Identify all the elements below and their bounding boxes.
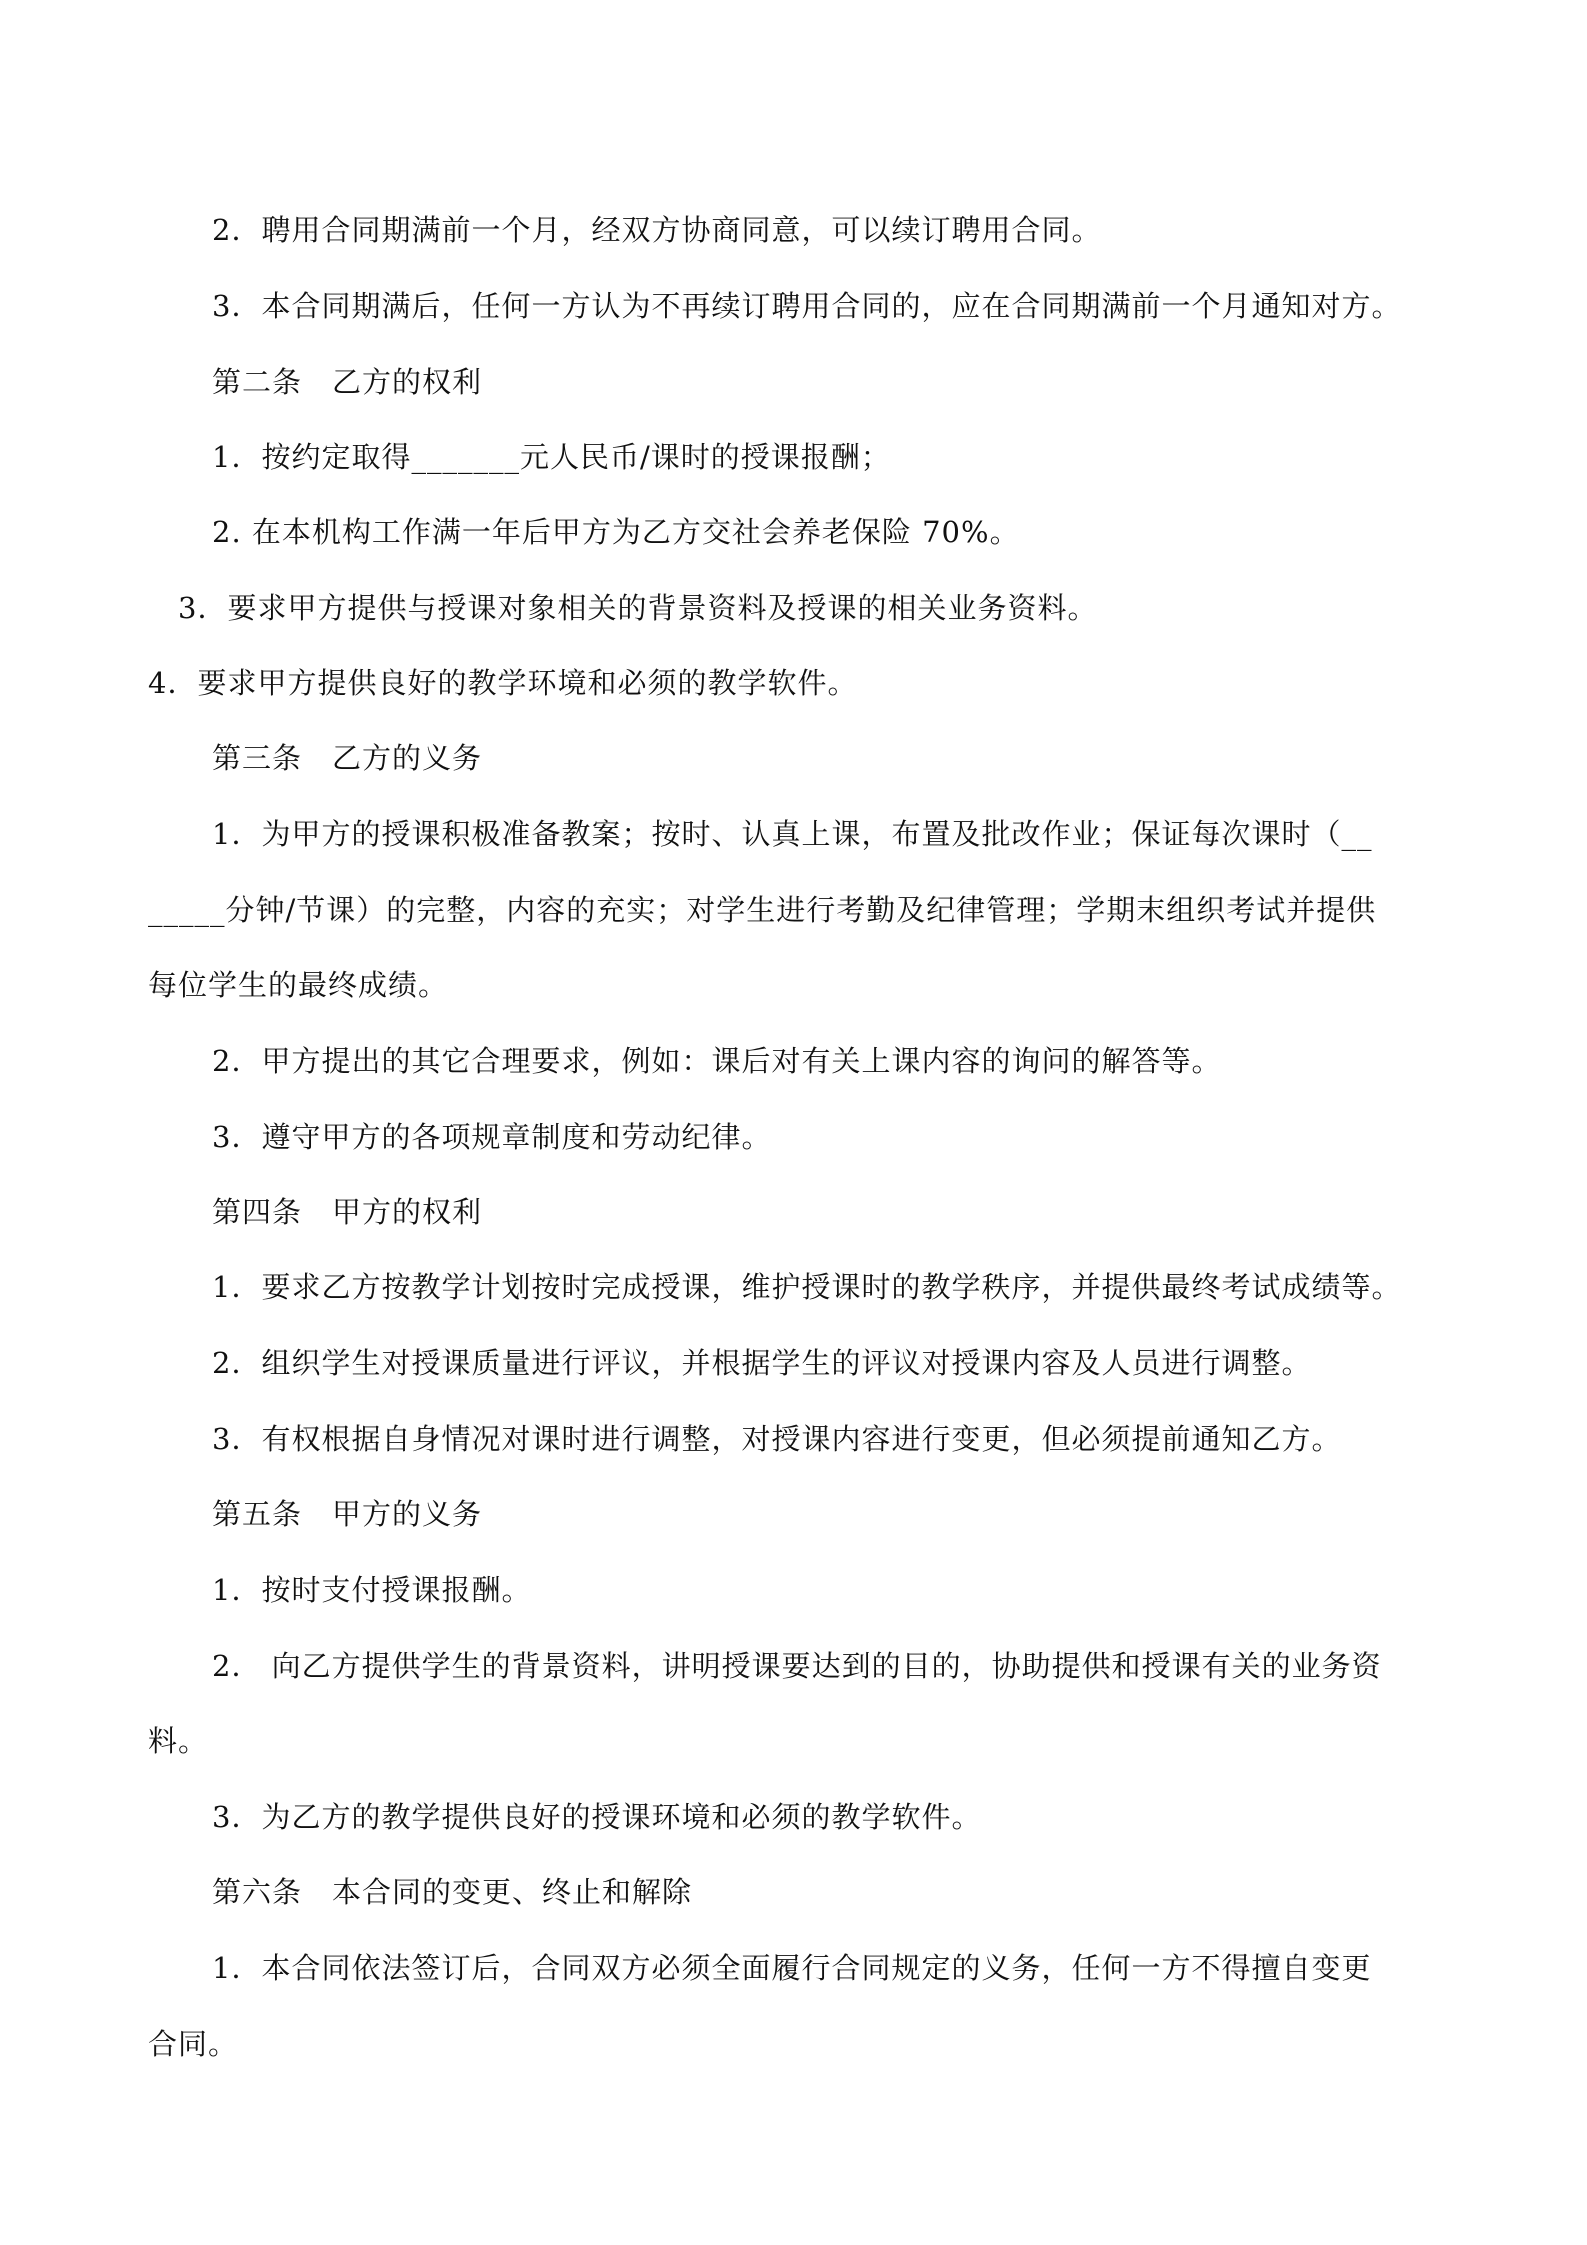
paragraph-provide-materials-line2: 料。 [148,1724,209,1758]
remuneration-suffix: 元人民币/课时的授课报酬； [519,440,891,474]
paragraph-teaching-environment: 4．要求甲方提供良好的教学环境和必须的教学软件。 [148,666,858,700]
section-heading-article-6: 第六条 本合同的变更、终止和解除 [212,1875,693,1909]
paragraph-pay-on-time: 1．按时支付授课报酬。 [212,1573,532,1607]
paragraph-quality-evaluation: 2．组织学生对授课质量进行评议，并根据学生的评议对授课内容及人员进行调整。 [212,1346,1312,1380]
remuneration-prefix: 1．按约定取得 [212,440,412,474]
section-heading-article-4: 第四条 甲方的权利 [212,1195,483,1229]
paragraph-lesson-preparation-line3: 每位学生的最终成绩。 [148,968,449,1002]
paragraph-pension-insurance: 2. 在本机构工作满一年后甲方为乙方交社会养老保险 70%。 [212,515,1020,549]
paragraph-reasonable-requests: 2．甲方提出的其它合理要求，例如：课后对有关上课内容的询问的解答等。 [212,1044,1222,1078]
paragraph-lesson-preparation-line2: _____分钟/节课）的完整，内容的充实；对学生进行考勤及纪律管理；学期末组织考试并提供 [148,893,1377,927]
paragraph-rules-discipline: 3．遵守甲方的各项规章制度和劳动纪律。 [212,1120,772,1154]
paragraph-provide-environment: 3．为乙方的教学提供良好的授课环境和必须的教学软件。 [212,1800,982,1834]
paragraph-background-materials: 3．要求甲方提供与授课对象相关的背景资料及授课的相关业务资料。 [178,591,1098,625]
paragraph-contract-binding-line1: 1．本合同依法签订后，合同双方必须全面履行合同规定的义务，任何一方不得擅自变更 [212,1951,1372,1985]
paragraph-remuneration [212,437,891,477]
paragraph-contract-binding-line2: 合同。 [148,2027,239,2061]
paragraph-provide-materials-line1: 2． 向乙方提供学生的背景资料，讲明授课要达到的目的，协助提供和授课有关的业务资 [212,1649,1382,1683]
paragraph-lesson-preparation-line1: 1．为甲方的授课积极准备教案；按时、认真上课，布置及批改作业；保证每次课时（__ [212,817,1373,851]
section-heading-article-2: 第二条 乙方的权利 [212,365,483,399]
paragraph-contract-renewal: 2．聘用合同期满前一个月，经双方协商同意，可以续订聘用合同。 [212,213,1102,247]
section-heading-article-3: 第三条 乙方的义务 [212,741,483,775]
remuneration-blank: _______ [411,440,520,474]
paragraph-contract-expiry-notice: 3．本合同期满后，任何一方认为不再续订聘用合同的，应在合同期满前一个月通知对方。 [212,289,1402,323]
section-heading-article-5: 第五条 甲方的义务 [212,1497,483,1531]
paragraph-schedule-adjustment: 3．有权根据自身情况对课时进行调整，对授课内容进行变更，但必须提前通知乙方。 [212,1422,1342,1456]
paragraph-teaching-plan: 1．要求乙方按教学计划按时完成授课，维护授课时的教学秩序，并提供最终考试成绩等。 [212,1270,1402,1304]
